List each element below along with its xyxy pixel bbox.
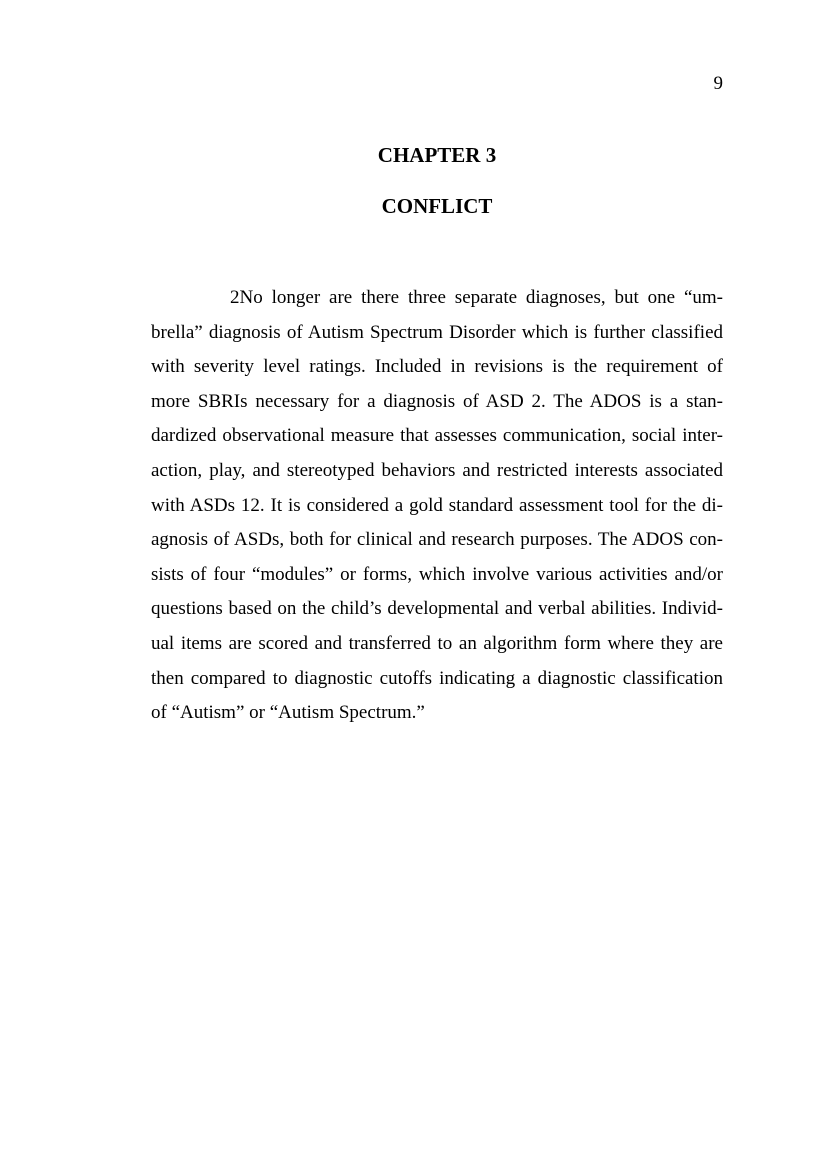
body-line: action, play, and stereotyped behaviors and restricted interests associated bbox=[151, 459, 723, 481]
body-line: with severity level ratings. Included in revisions is the requirement of bbox=[151, 356, 723, 378]
body-line: ual items are scored and transferred to an algorithm form where they are bbox=[151, 632, 723, 654]
body-line: of “Autism” or “Autism Spectrum.” bbox=[151, 702, 425, 724]
body-line: sists of four “modules” or forms, which involve various activities and/or bbox=[151, 563, 723, 585]
body-line: 2No longer are there three separate diagnoses, but one “um- bbox=[230, 287, 723, 308]
page-number: 9 bbox=[713, 73, 723, 94]
body-line: dardized observational measure that assesses communication, social inter- bbox=[151, 425, 723, 447]
body-paragraph bbox=[151, 281, 723, 731]
body-line: brella” diagnosis of Autism Spectrum Disorder which is further classified bbox=[151, 321, 723, 343]
body-line: questions based on the child’s developmental and verbal abilities. Individ- bbox=[151, 598, 723, 620]
body-line: agnosis of ASDs, both for clinical and research purposes. The ADOS con- bbox=[151, 529, 723, 551]
body-line: then compared to diagnostic cutoffs indicating a diagnostic classification bbox=[151, 667, 723, 689]
body-line: with ASDs 12. It is considered a gold standard assessment tool for the di- bbox=[151, 494, 723, 516]
chapter-subtitle-heading: CONFLICT bbox=[381, 194, 493, 218]
chapter-heading: CHAPTER 3 bbox=[377, 143, 497, 167]
body-line: more SBRIs necessary for a diagnosis of ASD 2. The ADOS is a stan- bbox=[151, 390, 723, 412]
